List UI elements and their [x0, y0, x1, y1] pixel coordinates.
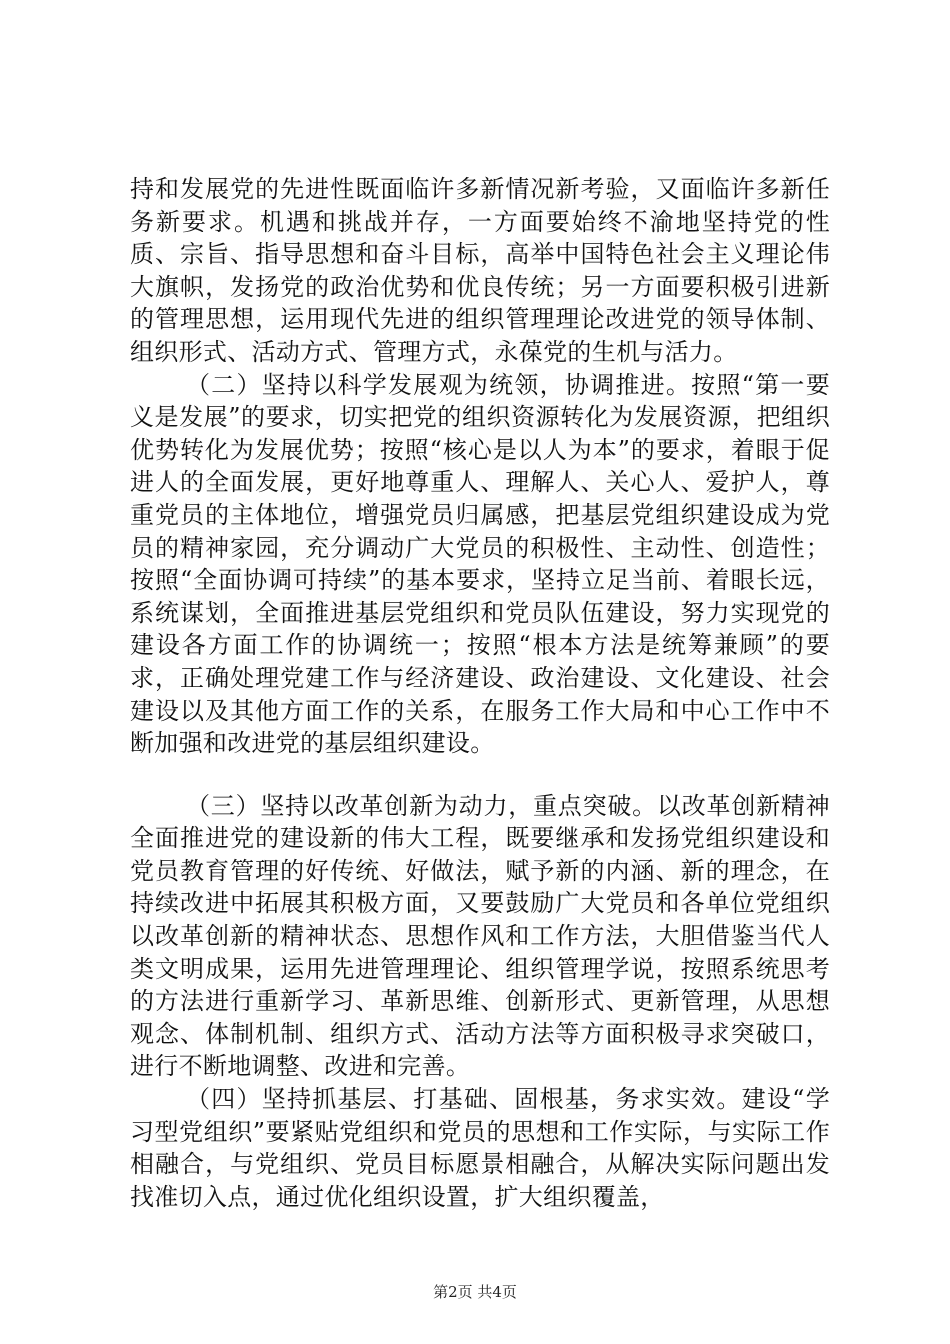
document-body	[130, 173, 830, 1213]
paragraph-section-2: （二）坚持以科学发展观为统领，协调推进。按照“第一要义是发展”的要求，切实把党的组织资源转化为发展资源，把组织优势转化为发展优势；按照“核心是以人为本”的要求，着眼于促进人的全面发展，更好地尊重人、理解人、关心人、爱护人，尊重党员的主体地位，增强党员归属感，把基层党组织建设成为党员的精神家园，充分调动广大党员的积极性、主动性、创造性；按照“全面协调可持续”的基本要求，坚持立足当前、着眼长远，系统谋划，全面推进基层党组织和党员队伍建设，努力实现党的建设各方面工作的协调统一；按照“根本方法是统筹兼顾”的要求，正确处理党建工作与经济建设、政治建设、文化建设、社会建设以及其他方面工作的关系，在服务工作大局和中心工作中不断加强和改进党的基层组织建设。	[130, 370, 830, 758]
paragraph-section-4: （四）坚持抓基层、打基础、固根基，务求实效。建设“学习型党组织”要紧贴党组织和党员的思想和工作实际，与实际工作相融合，与党组织、党员目标愿景相融合，从解决实际问题出发找准切入点，通过优化组织设置，扩大组织覆盖，	[130, 1085, 830, 1211]
paragraph-continuation: 持和发展党的先进性既面临许多新情况新考验，又面临许多新任务新要求。机遇和挑战并存，一方面要始终不渝地坚持党的性质、宗旨、指导思想和奋斗目标，高举中国特色社会主义理论伟大旗帜，发扬党的政治优势和优良传统；另一方面要积极引进新的管理思想，运用现代先进的组织管理理论改进党的领导体制、组织形式、活动方式、管理方式，永葆党的生机与活力。	[130, 175, 830, 366]
page-number-footer: 第2页 共4页	[433, 1283, 517, 1301]
paragraph-section-3: （三）坚持以改革创新为动力，重点突破。以改革创新精神全面推进党的建设新的伟大工程，既要继承和发扬党组织建设和党员教育管理的好传统、好做法，赋予新的内涵、新的理念，在持续改进中拓展其积极方面，又要鼓励广大党员和各单位党组织以改革创新的精神状态、思想作风和工作方法，大胆借鉴当代人类文明成果，运用先进管理理论、组织管理学说，按照系统思考的方法进行重新学习、革新思维、创新形式、更新管理，从思想观念、体制机制、组织方式、活动方法等方面积极寻求突破口，进行不断地调整、改进和完善。	[130, 791, 830, 1081]
